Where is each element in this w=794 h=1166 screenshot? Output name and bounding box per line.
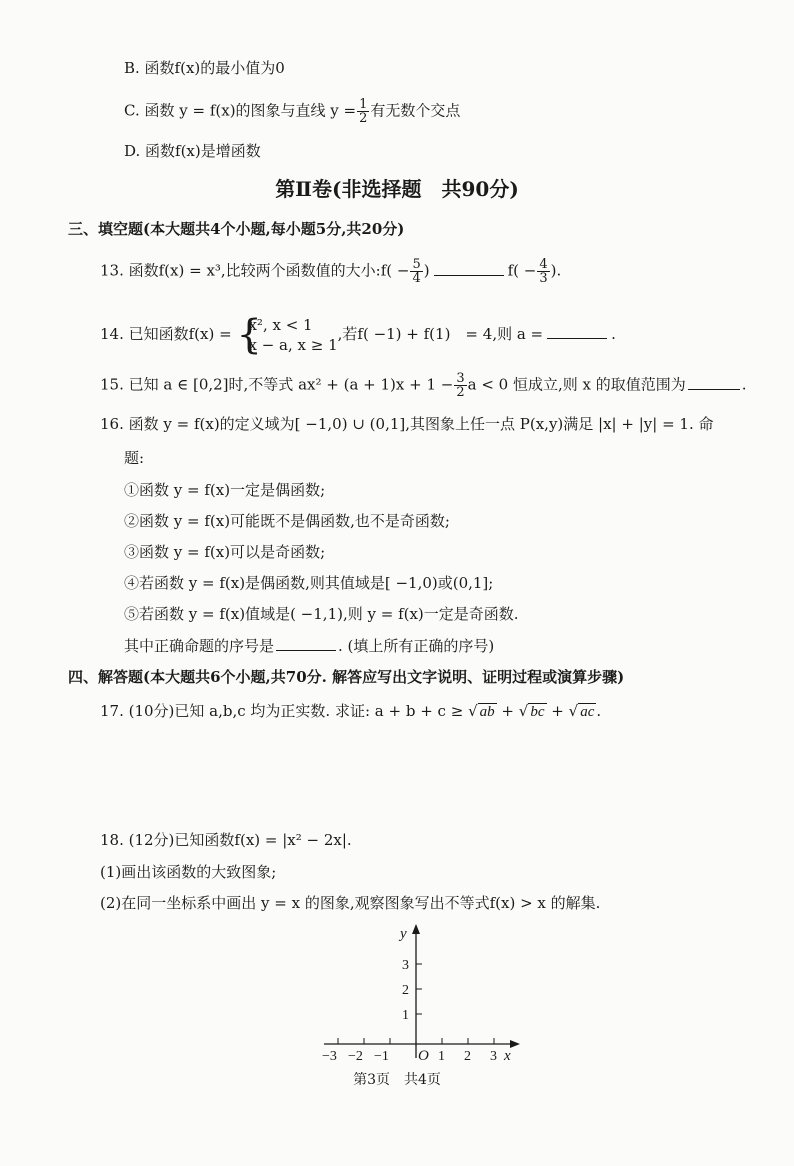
y-tick-label: 2	[402, 983, 409, 998]
q16-statement-2: ②函数 y = f(x)可能既不是偶函数,也不是奇函数;	[124, 512, 450, 530]
q14-piecewise	[236, 312, 338, 358]
coordinate-axes	[316, 918, 556, 1068]
x-tick-label: 3	[490, 1049, 497, 1064]
question-16-line-2: 题:	[124, 449, 145, 467]
sqrt-bc: √ bc	[518, 702, 545, 720]
q14-answer-blank[interactable]	[547, 324, 607, 339]
fraction-numerator: 4	[539, 257, 548, 272]
page-footer: 第3页 共4页	[353, 1072, 441, 1088]
fraction-numerator: 5	[412, 257, 421, 272]
plus-sign: +	[551, 702, 564, 720]
q16-answer-line	[124, 636, 494, 656]
q13-text-end: ).	[550, 261, 562, 280]
radicand-bc: bc	[530, 704, 545, 720]
question-17	[100, 701, 601, 722]
option-c-text: C. 函数 y = f(x)的图象与直线 y =	[124, 101, 357, 120]
option-d: D. 函数f(x)是增函数	[124, 142, 261, 160]
sqrt-ab: √ ab	[468, 702, 495, 720]
q14-period: .	[611, 325, 616, 343]
q16-answer-blank[interactable]	[276, 636, 336, 651]
q14-text: 14. 已知函数f(x) =	[100, 325, 232, 343]
part2-title: 第Ⅱ卷(非选择题 共90分)	[275, 177, 519, 201]
y-axis-label: y	[400, 926, 407, 942]
y-tick-label: 3	[402, 958, 409, 973]
x-axis-label: x	[504, 1048, 511, 1064]
q13-paren: )	[423, 261, 430, 280]
question-18-line-1: 18. (12分)已知函数f(x) = |x² − 2x|.	[100, 831, 352, 849]
q16-statement-1: ①函数 y = f(x)一定是偶函数;	[124, 481, 326, 499]
fraction-denominator: 2	[359, 111, 368, 126]
q13-answer-blank[interactable]	[434, 261, 504, 276]
q13-fraction-1	[410, 258, 422, 285]
y-tick-label: 1	[402, 1008, 409, 1023]
q17-period: .	[596, 702, 602, 720]
q15-text-2: a < 0 恒成立,则 x 的取值范围为	[467, 375, 686, 394]
question-18-part-2: (2)在同一坐标系中画出 y = x 的图象,观察图象写出不等式f(x) > x 的解集.	[100, 894, 601, 912]
x-tick-label: −2	[348, 1049, 363, 1064]
question-16-line-1: 16. 函数 y = f(x)的定义域为[ −1,0) ∪ (0,1],其图象上任一点 P(x,y)满足 |x| + |y| = 1. 命	[100, 415, 714, 433]
option-c	[124, 98, 460, 125]
q16-statement-3: ③函数 y = f(x)可以是奇函数;	[124, 543, 326, 561]
section3-header: 三、填空题(本大题共4个小题,每小题5分,共20分)	[68, 220, 405, 238]
q15-fraction	[454, 372, 466, 399]
plus-sign: +	[501, 702, 514, 720]
radicand-ac: ac	[580, 704, 595, 720]
question-15	[100, 372, 747, 399]
option-c-text-end: 有无数个交点	[370, 101, 461, 120]
q16-statement-5: ⑤若函数 y = f(x)值域是( −1,1),则 y = f(x)一定是奇函数.	[124, 605, 519, 623]
q16-statement-4: ④若函数 y = f(x)是偶函数,则其值域是[ −1,0)或(0,1];	[124, 574, 494, 592]
x-tick-label: 1	[438, 1049, 445, 1064]
y-axis-arrow	[412, 924, 420, 934]
q17-text: 17. (10分)已知 a,b,c 均为正实数. 求证: a + b + c ≥	[100, 702, 464, 720]
x-tick-label: −1	[374, 1049, 389, 1064]
sqrt-ac: √ ac	[568, 702, 595, 720]
x-axis-arrow	[510, 1040, 520, 1048]
option-b: B. 函数f(x)的最小值为0	[124, 59, 285, 77]
q16-answer-prompt: 其中正确命题的序号是	[124, 637, 275, 655]
q13-text: 13. 函数f(x) = x³,比较两个函数值的大小:f( −	[100, 261, 410, 280]
option-c-fraction	[357, 98, 369, 125]
q14-text-2: ,若f( −1) + f(1) = 4,则 a =	[337, 325, 544, 343]
fraction-denominator: 2	[456, 385, 465, 400]
radicand-ab: ab	[479, 704, 495, 720]
x-tick-label: −3	[322, 1049, 337, 1064]
q13-text-2: f( −	[507, 261, 537, 280]
question-18-part-1: (1)画出该函数的大致图象;	[100, 863, 277, 881]
question-13	[100, 258, 561, 285]
origin-label: O	[418, 1048, 429, 1064]
q16-answer-note: . (填上所有正确的序号)	[338, 637, 495, 655]
fraction-denominator: 3	[539, 271, 548, 286]
question-14	[100, 312, 616, 358]
q15-period: .	[741, 375, 747, 394]
fraction-numerator: 1	[359, 97, 368, 112]
x-tick-label: 2	[464, 1049, 471, 1064]
q15-text: 15. 已知 a ∈ [0,2]时,不等式 ax² + (a + 1)x + 1 −	[100, 375, 454, 394]
q14-case-1: x², x < 1	[248, 316, 313, 334]
q13-fraction-2	[537, 258, 549, 285]
brace-symbol: {	[236, 312, 262, 358]
fraction-denominator: 4	[412, 271, 421, 286]
fraction-numerator: 3	[456, 371, 465, 386]
q15-answer-blank[interactable]	[688, 375, 740, 390]
q14-case-2: x − a, x ≥ 1	[248, 336, 338, 354]
section4-header: 四、解答题(本大题共6个小题,共70分. 解答应写出文字说明、证明过程或演算步骤)	[68, 668, 625, 686]
